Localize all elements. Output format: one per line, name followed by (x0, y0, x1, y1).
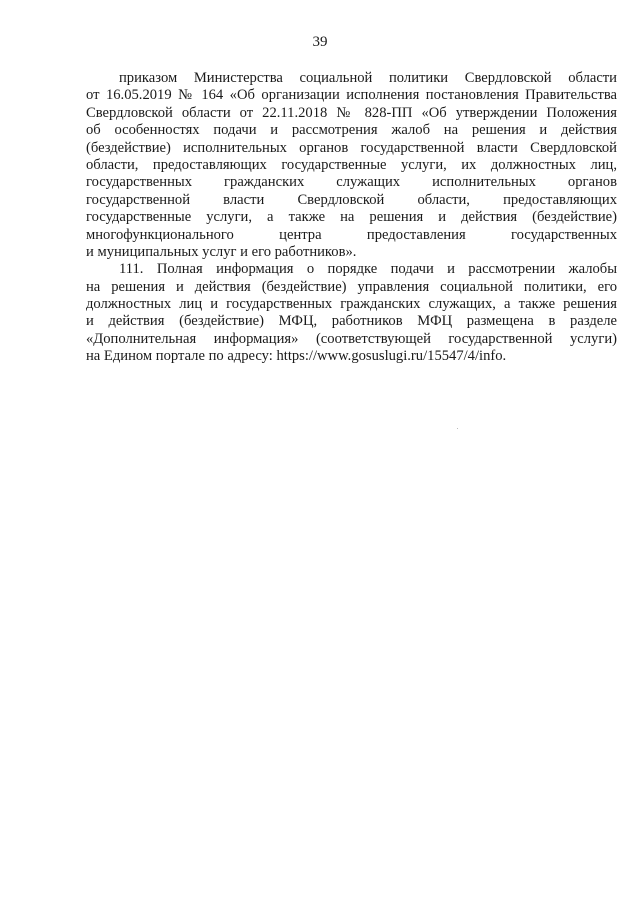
text-line: (бездействие) исполнительных органов государственной власти Свердловской (86, 139, 617, 156)
text-line: приказом Министерства социальной политики Свердловской области (119, 70, 617, 86)
text-line: на решения и действия (бездействие) управления социальной политики, его (86, 278, 617, 295)
text-line: 111. Полная информация о порядке подачи и рассмотрении жалобы (119, 261, 617, 278)
text-line: государственных гражданских служащих исполнительных органов (86, 174, 617, 191)
text-line: государственной власти Свердловской области, предоставляющих (86, 191, 617, 208)
scan-speck (457, 428, 458, 429)
text-line: на Едином портале по адресу: https://www.gosuslugi.ru/15547/4/info. (86, 348, 507, 365)
text-line: многофункционального центра предоставления государственных (86, 226, 617, 243)
text-line: и муниципальных услуг и его работников». (86, 243, 357, 260)
paragraph-1 (86, 70, 617, 261)
text-line: «Дополнительная информация» (соответствующей государственной услуги) (86, 330, 617, 347)
text-line: Свердловской области от 22.11.2018 № 828-ПП «Об утверждении Положения (86, 104, 617, 121)
paragraph-111 (86, 261, 617, 365)
body-text (86, 70, 617, 366)
text-line: области, предоставляющих государственные услуги, их должностных лиц, (86, 156, 617, 173)
page-number: 39 (312, 34, 328, 50)
text-line: об особенностях подачи и рассмотрения жалоб на решения и действия (86, 122, 617, 139)
text-line: от 16.05.2019 № 164 «Об организации исполнения постановления Правительства (86, 87, 617, 104)
text-line: государственные услуги, а также на решения и действия (бездействие) (86, 209, 617, 226)
text-line: и действия (бездействие) МФЦ, работников МФЦ размещена в разделе (86, 313, 617, 330)
text-line: должностных лиц и государственных гражданских служащих, а также решения (86, 296, 617, 313)
